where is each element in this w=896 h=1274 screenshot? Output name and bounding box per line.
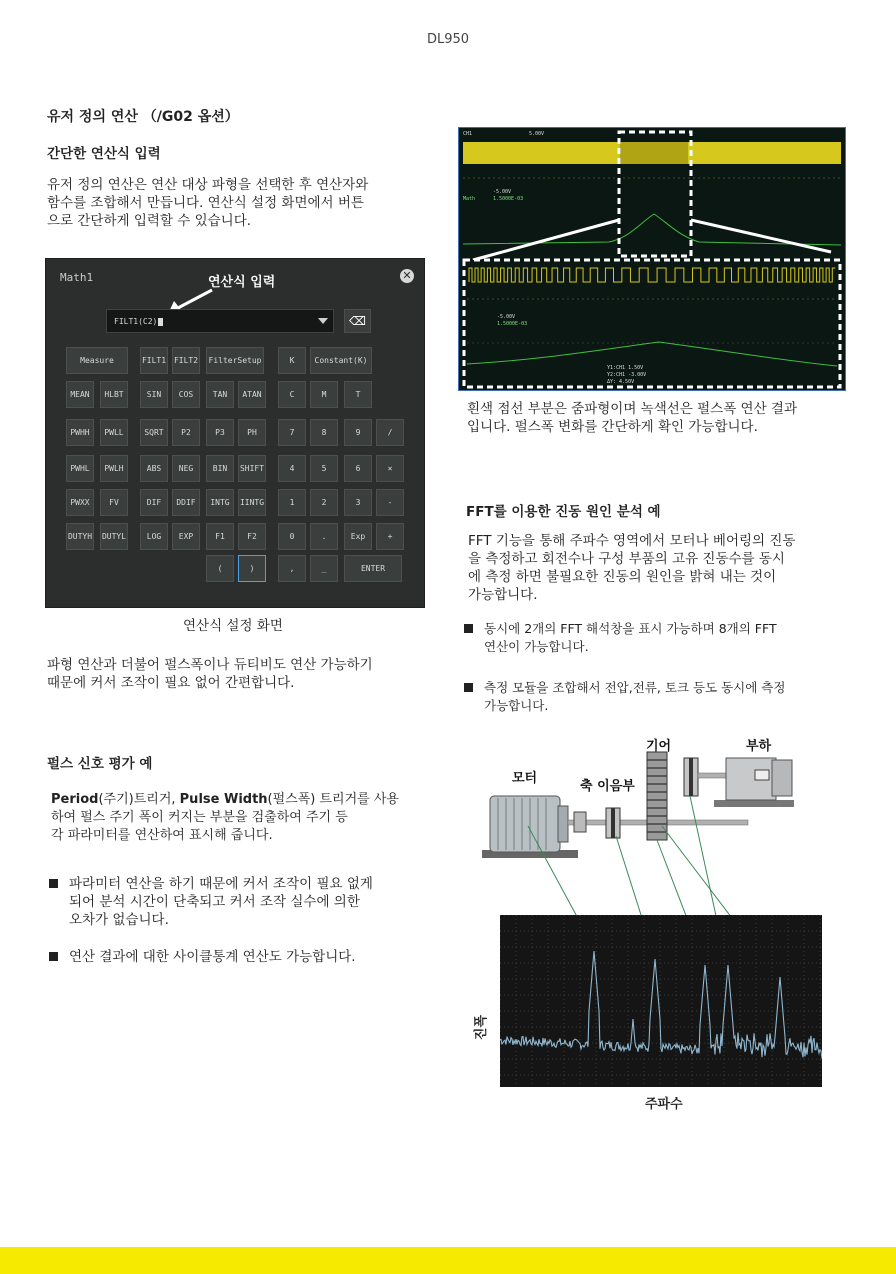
key-1[interactable]: 1 — [278, 489, 306, 516]
key-ph[interactable]: PH — [238, 419, 266, 446]
fft-intro-line: FFT 기능을 통해 주파수 영역에서 모터나 베어링의 진동 — [468, 533, 796, 549]
pulse-desc-line: 각 파라미터를 연산하여 표시해 줍니다. — [51, 828, 273, 843]
load-label: 부하 — [746, 739, 772, 754]
pulse-paragraph — [47, 656, 432, 692]
key-pwhh[interactable]: PWHH — [66, 419, 94, 446]
key-sin[interactable]: SIN — [140, 381, 168, 408]
key-abs[interactable]: ABS — [140, 455, 168, 482]
key-pwll[interactable]: PWLL — [100, 419, 128, 446]
key-fv[interactable]: FV — [100, 489, 128, 516]
key-filt2[interactable]: FILT2 — [172, 347, 200, 374]
main-waveform-band — [463, 142, 841, 164]
key-pwhl[interactable]: PWHL — [66, 455, 94, 482]
period-rest: (주기)트리거, — [98, 792, 180, 807]
key-f1[interactable]: F1 — [206, 523, 234, 550]
motor-illustration — [482, 796, 578, 858]
ch-label: CH1 — [463, 131, 473, 137]
key-3[interactable]: 3 — [344, 489, 372, 516]
intro-paragraph — [47, 176, 427, 230]
cursor-readout: Y2:CH1 -3.00V — [607, 372, 647, 378]
pulse-section-title: 펄스 신호 평가 예 — [47, 756, 153, 772]
pulse-line: 파형 연산과 더불어 펄스폭이나 듀티비도 연산 가능하기 — [47, 657, 373, 673]
key-constant-k[interactable]: Constant(K) — [310, 347, 372, 374]
key-tan[interactable]: TAN — [206, 381, 234, 408]
key-neg[interactable]: NEG — [172, 455, 200, 482]
key-p2[interactable]: P2 — [172, 419, 200, 446]
bullet-line: 동시에 2개의 FFT 해석창을 표시 가능하며 8개의 FFT — [484, 621, 777, 636]
key-measure[interactable]: Measure — [66, 347, 128, 374]
key-dutyl[interactable]: DUTYL — [100, 523, 128, 550]
pulse-description — [51, 791, 431, 845]
period-term: Period — [51, 792, 99, 807]
key-log[interactable]: LOG — [140, 523, 168, 550]
fft-bullet — [464, 620, 844, 656]
cursor-readout: Y1:CH1 1.50V — [607, 365, 644, 371]
key-p3[interactable]: P3 — [206, 419, 234, 446]
chevron-down-icon[interactable] — [318, 318, 328, 324]
bullet-square-icon — [49, 952, 58, 961]
load-illustration — [714, 758, 794, 807]
coupling-small — [574, 812, 586, 832]
key-intg[interactable]: INTG — [206, 489, 234, 516]
bullet-line: 되어 분석 시간이 단축되고 커서 조작 실수에 의한 — [69, 894, 360, 910]
fft-grid — [500, 915, 822, 1087]
cursor-readout: ΔY: 4.50V — [607, 379, 635, 385]
key-5[interactable]: 5 — [310, 455, 338, 482]
scope-screenshot — [458, 127, 846, 391]
expression-value: FILT1(C2) — [114, 317, 158, 326]
bullet-square-icon — [49, 879, 58, 888]
expression-field[interactable] — [106, 309, 334, 333]
machine-diagram — [470, 730, 810, 920]
key-filtersetup[interactable]: FilterSetup — [206, 347, 264, 374]
key-bin[interactable]: BIN — [206, 455, 234, 482]
key-dutyh[interactable]: DUTYH — [66, 523, 94, 550]
keypad-key[interactable]: ( — [206, 555, 234, 582]
pulse-width-term: Pulse Width — [179, 792, 268, 807]
keypad-key[interactable]: × — [376, 455, 404, 482]
bullet-square-icon — [464, 683, 473, 692]
math-scale: 1.5000E-03 — [493, 196, 524, 202]
amplitude-axis-label — [473, 1008, 493, 1048]
expression-input-callout: 연산식 입력 — [208, 275, 276, 290]
key-iintg[interactable]: IINTG — [238, 489, 266, 516]
keypad-key[interactable]: , — [278, 555, 306, 582]
subsection-title: 간단한 연산식 입력 — [47, 146, 161, 162]
document-header: DL950 — [426, 32, 470, 47]
gearbox — [647, 752, 667, 840]
key-atan[interactable]: ATAN — [238, 381, 266, 408]
bullet-line: 연산이 가능합니다. — [484, 639, 589, 654]
key-k[interactable]: K — [278, 347, 306, 374]
panel-caption: 연산식 설정 화면 — [183, 618, 283, 634]
scope-caption-line: 입니다. 펄스폭 변화를 간단하게 확인 가능합니다. — [467, 419, 758, 435]
bullet-line: 측정 모듈을 조합해서 전압,전류, 토크 등도 동시에 측정 — [484, 680, 786, 695]
panel-window-title: Math1 — [60, 271, 94, 284]
key-exp[interactable]: EXP — [172, 523, 200, 550]
keypad-key[interactable]: ) — [238, 555, 266, 582]
key-7[interactable]: 7 — [278, 419, 306, 446]
fft-section-title: FFT를 이용한 진동 원인 분석 예 — [466, 504, 661, 520]
bullet-line: 연산 결과에 대한 사이클통계 연산도 가능합니다. — [69, 949, 356, 965]
motor-label: 모터 — [512, 771, 538, 786]
key-0[interactable]: 0 — [278, 523, 306, 550]
key-hlbt[interactable]: HLBT — [100, 381, 128, 408]
keypad-key[interactable]: - — [376, 489, 404, 516]
key-shift[interactable]: SHIFT — [238, 455, 266, 482]
math-expression-panel — [45, 258, 425, 608]
key-exp[interactable]: Exp — [344, 523, 372, 550]
fft-intro — [468, 532, 848, 604]
fft-spectrum-image — [500, 915, 822, 1087]
key-ddif[interactable]: DDIF — [172, 489, 200, 516]
keypad-key[interactable]: _ — [310, 555, 338, 582]
keypad-key[interactable]: / — [376, 419, 404, 446]
close-icon[interactable]: ✕ — [400, 269, 414, 283]
section-title: 유저 정의 연산 （/G02 옵션） — [47, 109, 239, 125]
key-cos[interactable]: COS — [172, 381, 200, 408]
bullet-line: 가능합니다. — [484, 698, 549, 713]
math-label: Math — [463, 196, 476, 202]
fft-bullet — [464, 679, 844, 715]
key-enter[interactable]: ENTER — [344, 555, 402, 582]
key-m[interactable]: M — [310, 381, 338, 408]
key-dif[interactable]: DIF — [140, 489, 168, 516]
zoom-math-scale: 1.5000E-03 — [497, 321, 528, 327]
backspace-icon[interactable]: ⌫ — [344, 309, 371, 333]
fft-intro-line: 가능합니다. — [468, 587, 538, 603]
gear-label: 기어 — [646, 739, 672, 754]
key-2[interactable]: 2 — [310, 489, 338, 516]
key-pwlh[interactable]: PWLH — [100, 455, 128, 482]
frequency-axis-label: 주파수 — [645, 1097, 683, 1112]
pulse-desc-line: 하여 펄스 주기 폭이 커지는 부분을 검출하여 주기 등 — [51, 810, 348, 825]
bullet-square-icon — [464, 624, 473, 633]
coupling-label: 축 이음부 — [580, 779, 635, 794]
key-9[interactable]: 9 — [344, 419, 372, 446]
ch-scale: 5.00V — [529, 131, 545, 137]
pulse-width-rest: (펄스폭) 트리거를 사용 — [267, 792, 399, 807]
bullet-item — [49, 948, 429, 966]
key-8[interactable]: 8 — [310, 419, 338, 446]
bullet-line: 파라미터 연산을 하기 때문에 커서 조작이 필요 없게 — [69, 876, 373, 892]
key-t[interactable]: T — [344, 381, 372, 408]
intro-line: 으로 간단하게 입력할 수 있습니다. — [47, 213, 252, 229]
footer-bar — [0, 1247, 896, 1274]
key-mean[interactable]: MEAN — [66, 381, 94, 408]
bullet-line: 오차가 없습니다. — [69, 912, 169, 928]
key-filt1[interactable]: FILT1 — [140, 347, 168, 374]
fft-intro-line: 을 측정하고 회전수나 구성 부품의 고유 진동수를 동시 — [468, 551, 785, 567]
key-f2[interactable]: F2 — [238, 523, 266, 550]
zoom-scale-neg: -5.00V — [497, 314, 516, 320]
amplitude-label: 진폭 — [474, 1014, 490, 1041]
keypad-key[interactable]: . — [310, 523, 338, 550]
scope-caption — [467, 400, 847, 436]
intro-line: 함수를 조합해서 만듭니다. 연산식 설정 화면에서 버튼 — [47, 195, 364, 211]
scope-display — [459, 128, 845, 390]
keypad-key[interactable]: + — [376, 523, 404, 550]
key-sqrt[interactable]: SQRT — [140, 419, 168, 446]
pulse-line: 때문에 커서 조작이 필요 없어 간편합니다. — [47, 675, 295, 691]
key-4[interactable]: 4 — [278, 455, 306, 482]
fft-spectrum-plot — [500, 915, 822, 1087]
key-6[interactable]: 6 — [344, 455, 372, 482]
key-pwxx[interactable]: PWXX — [66, 489, 94, 516]
key-c[interactable]: C — [278, 381, 306, 408]
fft-intro-line: 에 측정 하면 불필요한 진동의 원인을 밝혀 내는 것이 — [468, 569, 777, 585]
intro-line: 유저 정의 연산은 연산 대상 파형을 선택한 후 연산자와 — [47, 177, 369, 193]
scope-caption-line: 흰색 점선 부분은 줌파형이며 녹색선은 펄스폭 연산 결과 — [467, 401, 797, 417]
bullet-item — [49, 875, 429, 929]
scale-neg: -5.00V — [493, 189, 512, 195]
